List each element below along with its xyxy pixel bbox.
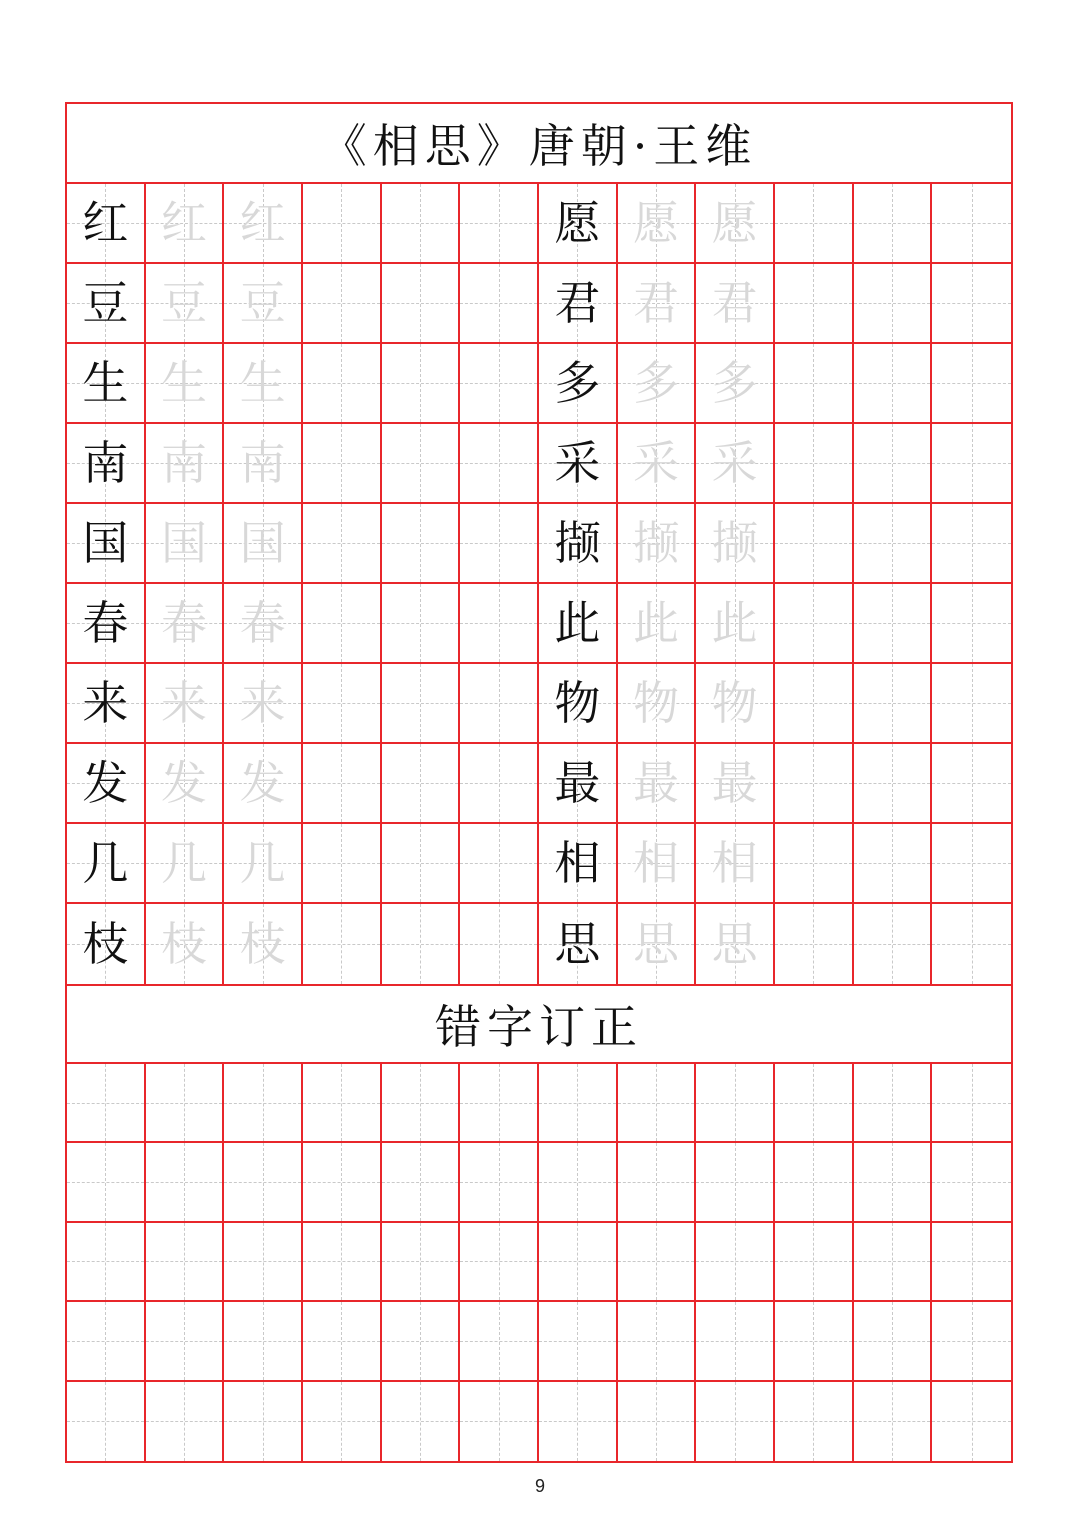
correction-cell[interactable] <box>146 1223 225 1302</box>
practice-cell <box>67 584 146 664</box>
correction-cell[interactable] <box>382 1223 461 1302</box>
practice-cell <box>460 184 539 264</box>
practice-cell <box>932 664 1011 744</box>
practice-cell <box>696 664 775 744</box>
correction-cell[interactable] <box>146 1143 225 1222</box>
trace-character: 枝 <box>239 917 286 971</box>
correction-cell[interactable] <box>539 1143 618 1222</box>
model-character: 君 <box>554 276 601 330</box>
practice-cell <box>303 504 382 584</box>
correction-cell[interactable] <box>382 1064 461 1143</box>
practice-cell <box>696 904 775 984</box>
trace-character: 几 <box>239 836 286 890</box>
trace-character: 思 <box>711 917 758 971</box>
trace-character: 君 <box>632 276 679 330</box>
practice-cell <box>775 744 854 824</box>
practice-cell <box>932 504 1011 584</box>
correction-cell[interactable] <box>696 1223 775 1302</box>
page-number: 9 <box>534 1476 545 1496</box>
correction-cell[interactable] <box>854 1302 933 1381</box>
trace-character: 此 <box>632 596 679 650</box>
correction-cell[interactable] <box>460 1064 539 1143</box>
practice-cell <box>932 824 1011 904</box>
practice-cell <box>146 584 225 664</box>
trace-character: 生 <box>160 356 207 410</box>
trace-character: 愿 <box>711 196 758 250</box>
practice-cell <box>303 424 382 504</box>
practice-cell <box>224 264 303 344</box>
practice-cell <box>696 424 775 504</box>
correction-cell[interactable] <box>303 1143 382 1222</box>
practice-cell <box>618 504 697 584</box>
trace-character: 采 <box>632 436 679 490</box>
correction-cell[interactable] <box>224 1064 303 1143</box>
trace-character: 几 <box>160 836 207 890</box>
poem-title: 《相思》唐朝·王维 <box>320 119 758 173</box>
trace-character: 国 <box>239 516 286 570</box>
practice-cell <box>303 664 382 744</box>
practice-cell <box>67 824 146 904</box>
correction-cell[interactable] <box>224 1223 303 1302</box>
correction-cell[interactable] <box>303 1382 382 1461</box>
trace-character: 生 <box>239 356 286 410</box>
practice-cell <box>854 664 933 744</box>
poem-title-row <box>67 104 1011 184</box>
trace-character: 撷 <box>711 516 758 570</box>
correction-cell[interactable] <box>696 1382 775 1461</box>
correction-cell[interactable] <box>618 1302 697 1381</box>
correction-cell[interactable] <box>775 1382 854 1461</box>
correction-grid <box>67 1064 1011 1461</box>
practice-cell <box>460 664 539 744</box>
model-character: 春 <box>82 596 129 650</box>
practice-cell <box>382 904 461 984</box>
practice-cell <box>618 344 697 424</box>
practice-cell <box>932 264 1011 344</box>
trace-character: 撷 <box>632 516 679 570</box>
correction-cell[interactable] <box>382 1302 461 1381</box>
practice-cell <box>775 664 854 744</box>
trace-character: 来 <box>239 676 286 730</box>
practice-cell <box>775 424 854 504</box>
model-character: 红 <box>82 196 129 250</box>
practice-cell <box>696 184 775 264</box>
trace-character: 多 <box>711 356 758 410</box>
model-character: 来 <box>82 676 129 730</box>
practice-cell <box>224 824 303 904</box>
correction-cell[interactable] <box>460 1143 539 1222</box>
correction-title: 错字订正 <box>435 1000 643 1054</box>
practice-cell <box>67 504 146 584</box>
trace-character: 采 <box>711 436 758 490</box>
correction-cell[interactable] <box>775 1302 854 1381</box>
practice-cell <box>618 904 697 984</box>
model-character: 国 <box>82 516 129 570</box>
practice-cell <box>539 504 618 584</box>
correction-cell[interactable] <box>539 1302 618 1381</box>
practice-cell <box>618 264 697 344</box>
practice-cell <box>932 904 1011 984</box>
practice-cell <box>67 184 146 264</box>
correction-cell[interactable] <box>854 1382 933 1461</box>
trace-character: 多 <box>632 356 679 410</box>
trace-character: 南 <box>160 436 207 490</box>
practice-cell <box>696 264 775 344</box>
practice-cell <box>618 824 697 904</box>
practice-cell <box>382 264 461 344</box>
practice-cell <box>224 744 303 824</box>
correction-cell[interactable] <box>146 1302 225 1381</box>
practice-cell <box>224 184 303 264</box>
practice-cell <box>224 904 303 984</box>
correction-title-row <box>67 984 1011 1064</box>
practice-cell <box>382 664 461 744</box>
correction-cell[interactable] <box>775 1064 854 1143</box>
correction-cell[interactable] <box>618 1223 697 1302</box>
practice-cell <box>382 504 461 584</box>
practice-cell <box>146 664 225 744</box>
practice-cell <box>382 824 461 904</box>
correction-cell[interactable] <box>224 1302 303 1381</box>
correction-cell[interactable] <box>303 1064 382 1143</box>
practice-cell <box>932 744 1011 824</box>
model-character: 豆 <box>82 276 129 330</box>
practice-cell <box>539 664 618 744</box>
practice-cell <box>67 744 146 824</box>
practice-cell <box>696 824 775 904</box>
practice-cell <box>146 824 225 904</box>
trace-character: 枝 <box>160 917 207 971</box>
correction-cell[interactable] <box>618 1143 697 1222</box>
correction-cell[interactable] <box>67 1223 146 1302</box>
practice-cell <box>854 744 933 824</box>
practice-cell <box>382 344 461 424</box>
model-character: 枝 <box>82 917 129 971</box>
practice-cell <box>932 424 1011 504</box>
model-character: 采 <box>554 436 601 490</box>
correction-cell[interactable] <box>618 1064 697 1143</box>
practice-cell <box>303 344 382 424</box>
practice-cell <box>854 344 933 424</box>
correction-cell[interactable] <box>146 1064 225 1143</box>
correction-cell[interactable] <box>854 1064 933 1143</box>
practice-cell <box>224 664 303 744</box>
trace-character: 思 <box>632 917 679 971</box>
practice-cell <box>539 184 618 264</box>
practice-cell <box>696 504 775 584</box>
trace-character: 南 <box>239 436 286 490</box>
practice-cell <box>854 824 933 904</box>
practice-cell <box>854 584 933 664</box>
model-character: 撷 <box>554 516 601 570</box>
correction-cell[interactable] <box>382 1143 461 1222</box>
practice-cell <box>775 344 854 424</box>
practice-cell <box>775 504 854 584</box>
correction-cell[interactable] <box>224 1143 303 1222</box>
practice-cell <box>854 264 933 344</box>
correction-cell[interactable] <box>67 1143 146 1222</box>
trace-character: 发 <box>239 756 286 810</box>
practice-cell <box>775 904 854 984</box>
practice-cell <box>224 584 303 664</box>
model-character: 思 <box>554 917 601 971</box>
correction-cell[interactable] <box>303 1302 382 1381</box>
model-character: 物 <box>554 676 601 730</box>
practice-cell <box>932 584 1011 664</box>
practice-cell <box>618 424 697 504</box>
practice-cell <box>146 744 225 824</box>
practice-cell <box>303 584 382 664</box>
practice-cell <box>696 744 775 824</box>
practice-cell <box>460 824 539 904</box>
correction-cell[interactable] <box>854 1223 933 1302</box>
practice-cell <box>303 264 382 344</box>
practice-cell <box>854 904 933 984</box>
trace-character: 春 <box>160 596 207 650</box>
practice-cell <box>539 744 618 824</box>
practice-cell <box>303 184 382 264</box>
trace-character: 物 <box>632 676 679 730</box>
practice-cell <box>146 184 225 264</box>
worksheet <box>65 102 1013 1463</box>
practice-cell <box>775 264 854 344</box>
correction-cell[interactable] <box>460 1223 539 1302</box>
model-character: 生 <box>82 356 129 410</box>
practice-cell <box>146 904 225 984</box>
practice-cell <box>67 424 146 504</box>
correction-cell[interactable] <box>854 1143 933 1222</box>
trace-character: 最 <box>632 756 679 810</box>
practice-cell <box>460 744 539 824</box>
practice-cell <box>146 424 225 504</box>
correction-cell[interactable] <box>224 1382 303 1461</box>
practice-cell <box>382 184 461 264</box>
correction-cell[interactable] <box>67 1302 146 1381</box>
trace-character: 来 <box>160 676 207 730</box>
correction-cell[interactable] <box>696 1143 775 1222</box>
practice-cell <box>696 344 775 424</box>
practice-cell <box>539 264 618 344</box>
practice-cell <box>303 904 382 984</box>
trace-character: 发 <box>160 756 207 810</box>
practice-cell <box>775 824 854 904</box>
correction-cell[interactable] <box>696 1302 775 1381</box>
practice-cell <box>382 424 461 504</box>
correction-cell[interactable] <box>539 1223 618 1302</box>
practice-cell <box>932 184 1011 264</box>
practice-cell <box>460 584 539 664</box>
trace-character: 豆 <box>160 276 207 330</box>
practice-cell <box>460 904 539 984</box>
trace-character: 君 <box>711 276 758 330</box>
practice-cell <box>539 424 618 504</box>
practice-cell <box>67 664 146 744</box>
correction-cell[interactable] <box>460 1382 539 1461</box>
correction-cell[interactable] <box>67 1382 146 1461</box>
correction-cell[interactable] <box>696 1064 775 1143</box>
correction-cell[interactable] <box>146 1382 225 1461</box>
correction-cell[interactable] <box>618 1382 697 1461</box>
model-character: 南 <box>82 436 129 490</box>
trace-character: 国 <box>160 516 207 570</box>
practice-cell <box>539 904 618 984</box>
practice-cell <box>539 584 618 664</box>
model-character: 相 <box>554 836 601 890</box>
correction-cell[interactable] <box>460 1302 539 1381</box>
practice-cell <box>224 424 303 504</box>
trace-character: 相 <box>711 836 758 890</box>
practice-cell <box>460 504 539 584</box>
practice-cell <box>696 584 775 664</box>
practice-cell <box>224 344 303 424</box>
practice-cell <box>539 824 618 904</box>
practice-cell <box>618 584 697 664</box>
correction-cell[interactable] <box>932 1302 1011 1381</box>
practice-cell <box>854 184 933 264</box>
model-character: 此 <box>554 596 601 650</box>
correction-cell[interactable] <box>932 1223 1011 1302</box>
trace-character: 最 <box>711 756 758 810</box>
correction-cell[interactable] <box>539 1382 618 1461</box>
trace-character: 春 <box>239 596 286 650</box>
practice-cell <box>382 584 461 664</box>
model-character: 几 <box>82 836 129 890</box>
practice-cell <box>618 664 697 744</box>
correction-cell[interactable] <box>382 1382 461 1461</box>
correction-cell[interactable] <box>932 1064 1011 1143</box>
practice-cell <box>539 344 618 424</box>
trace-character: 红 <box>160 196 207 250</box>
correction-cell[interactable] <box>303 1223 382 1302</box>
trace-character: 豆 <box>239 276 286 330</box>
correction-cell[interactable] <box>932 1143 1011 1222</box>
practice-cell <box>146 264 225 344</box>
correction-cell[interactable] <box>775 1223 854 1302</box>
practice-cell <box>146 344 225 424</box>
practice-cell <box>618 744 697 824</box>
model-character: 最 <box>554 756 601 810</box>
practice-cell <box>303 824 382 904</box>
practice-cell <box>932 344 1011 424</box>
trace-character: 此 <box>711 596 758 650</box>
model-character: 多 <box>554 356 601 410</box>
practice-cell <box>67 264 146 344</box>
practice-cell <box>146 504 225 584</box>
model-character: 发 <box>82 756 129 810</box>
correction-cell[interactable] <box>539 1064 618 1143</box>
trace-character: 红 <box>239 196 286 250</box>
practice-cell <box>460 264 539 344</box>
practice-cell <box>460 344 539 424</box>
practice-cell <box>224 504 303 584</box>
practice-cell <box>775 184 854 264</box>
practice-cell <box>67 904 146 984</box>
practice-cell <box>67 344 146 424</box>
practice-cell <box>382 744 461 824</box>
practice-grid <box>67 184 1011 984</box>
correction-cell[interactable] <box>932 1382 1011 1461</box>
trace-character: 愿 <box>632 196 679 250</box>
practice-cell <box>303 744 382 824</box>
practice-cell <box>775 584 854 664</box>
practice-cell <box>460 424 539 504</box>
practice-cell <box>854 424 933 504</box>
trace-character: 相 <box>632 836 679 890</box>
correction-cell[interactable] <box>67 1064 146 1143</box>
trace-character: 物 <box>711 676 758 730</box>
model-character: 愿 <box>554 196 601 250</box>
practice-cell <box>854 504 933 584</box>
practice-cell <box>618 184 697 264</box>
correction-cell[interactable] <box>775 1143 854 1222</box>
